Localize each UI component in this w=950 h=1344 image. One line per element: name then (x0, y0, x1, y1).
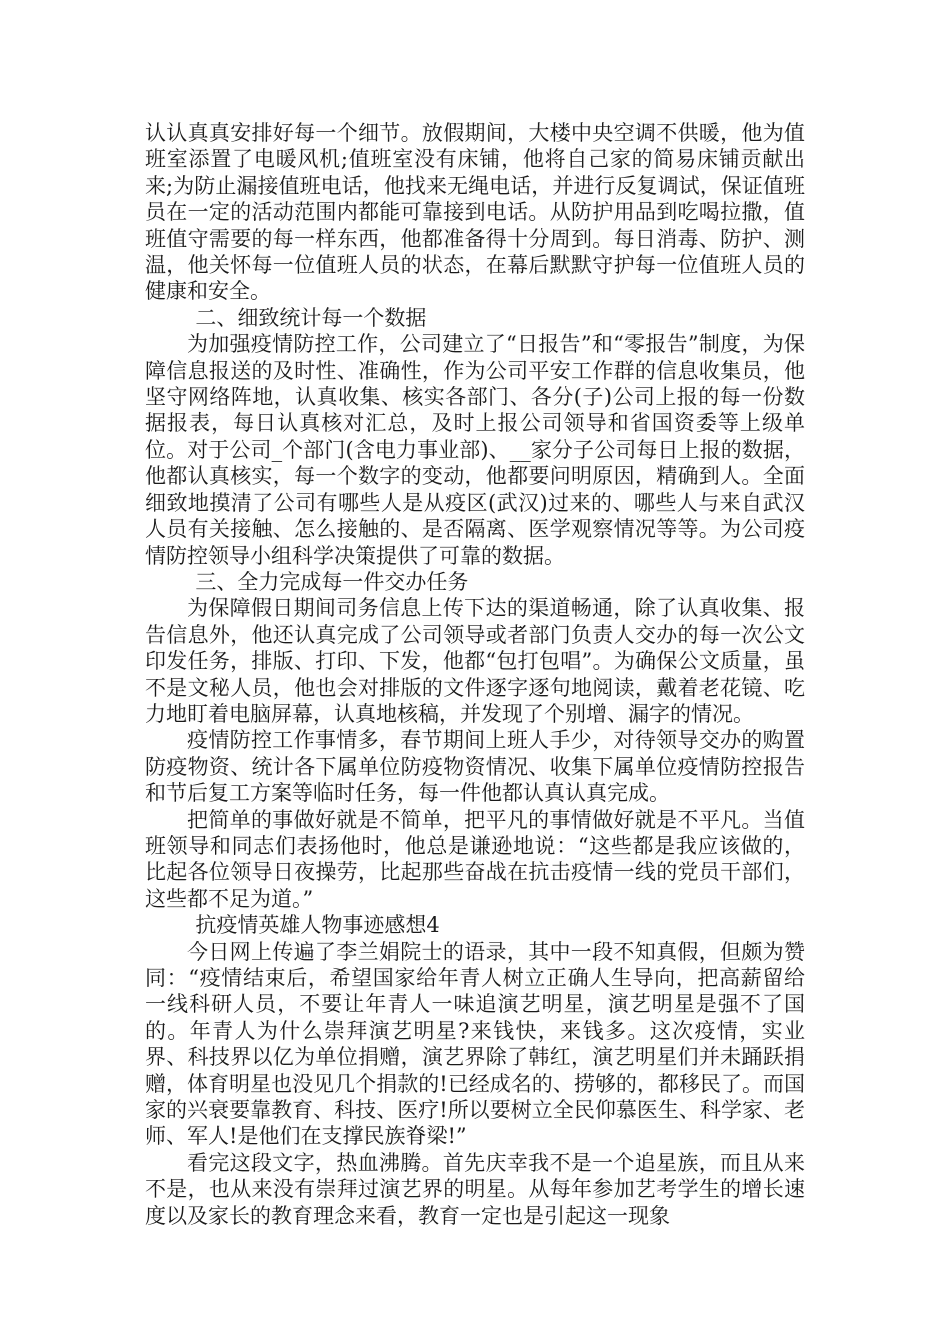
paragraph-temporary-tasks: 疫情防控工作事情多，春节期间上班人手少，对待领导交办的购置防疫物资、统计各下属单位防疫物资情况、收集下属单位疫情防控报告和节后复工方案等临时任务，每一件他都认真认真完成。 (145, 728, 805, 806)
paragraph-reader-reaction: 看完这段文字，热血沸腾。首先庆幸我不是一个追星族，而且从来不是，也从来没有崇拜过演艺界的明星。从每年参加艺考学生的增长速度以及家长的教育理念来看，教育一定也是引起这一现象 (145, 1150, 805, 1228)
paragraph-duty-room-preparation: 认认真真安排好每一个细节。放假期间，大楼中央空调不供暖，他为值班室添置了电暖风机;值班室没有床铺，他将自己家的简易床铺贡献出来;为防止漏接值班电话，他找来无绳电话，并进行反复调试，保证值班员在一定的活动范围内都能可靠接到电话。从防护用品到吃喝拉撒，值班值守需要的每一样东西，他都准备得十分周到。每日消毒、防护、测温，他关怀每一位值班人员的状态，在幕后默默守护每一位值班人员的健康和安全。 (145, 121, 805, 304)
paragraph-humble-response: 把简单的事做好就是不简单，把平凡的事情做好就是不平凡。当值班领导和同志们表扬他时，他总是谦逊地说：“这些都是我应该做的，比起各位领导日夜操劳，比起那些奋战在抗击疫情一线的党员干部们，这些都不足为道。” (145, 807, 805, 911)
paragraph-data-reporting: 为加强疫情防控工作，公司建立了“日报告”和“零报告”制度，为保障信息报送的及时性、准确性，作为公司平安工作群的信息收集员，他坚守网络阵地，认真收集、核实各部门、各分(子)公司上报的每一份数据报表，每日认真核对汇总，及时上报公司领导和省国资委等上级单位。对于公司_个部门(含电力事业部)、__家分子公司每日上报的数据，他都认真核实，每一个数字的变动，他都要问明原因，精确到人。全面细致地摸清了公司有哪些人是从疫区(武汉)过来的、哪些人与来自武汉人员有关接触、怎么接触的、是否隔离、医学观察情况等等。为公司疫情防控领导小组科学决策提供了可靠的数据。 (145, 332, 805, 568)
section-heading-reflection-4: 抗疫情英雄人物事迹感想4 (195, 913, 440, 938)
document-body (145, 120, 805, 1229)
section-heading-data-statistics: 二、细致统计每一个数据 (195, 305, 427, 330)
section-heading-assigned-tasks: 三、全力完成每一件交办任务 (195, 569, 469, 594)
paragraph-document-tasks: 为保障假日期间司务信息上传下达的渠道畅通，除了认真收集、报告信息外，他还认真完成了公司领导或者部门负责人交办的每一次公文印发任务，排版、打印、下发，他都“包打包唱”。为确保公文质量，虽不是文秘人员，他也会对排版的文件逐字逐句地阅读，戴着老花镜、吃力地盯着电脑屏幕，认真地核稿，并发现了个别增、漏字的情况。 (145, 596, 805, 726)
paragraph-academician-quote: 今日网上传遍了李兰娟院士的语录，其中一段不知真假，但颇为赞同：“疫情结束后，希望国家给年青人树立正确人生导向，把高薪留给一线科研人员，不要让年青人一味追演艺明星，演艺明星是强不了国的。年青人为什么崇拜演艺明星?来钱快，来钱多。这次疫情，实业界、科技界以亿为单位捐赠，演艺界除了韩红，演艺明星们并未踊跃捐赠，体育明星也没见几个捐款的!已经成名的、捞够的，都移民了。而国家的兴衰要靠教育、科技、医疗!所以要树立全民仰慕医生、科学家、老师、军人!是他们在支撑民族脊梁!” (145, 939, 805, 1149)
